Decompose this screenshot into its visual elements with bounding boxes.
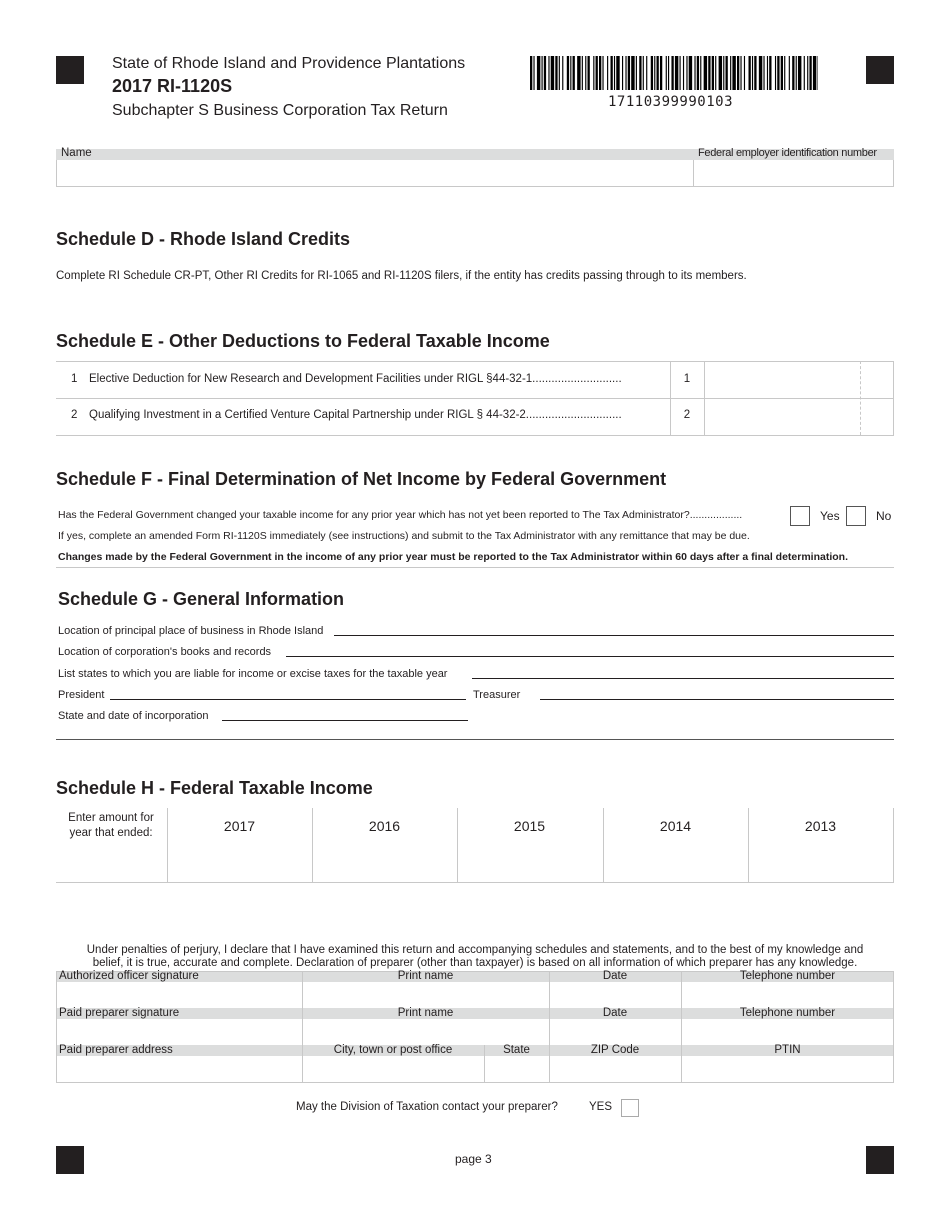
books-location-label: Location of corporation's books and records xyxy=(58,646,272,658)
income-2014-field[interactable] xyxy=(604,840,748,881)
name-field[interactable] xyxy=(56,160,694,187)
states-liable-field[interactable] xyxy=(472,678,894,679)
books-location-field[interactable] xyxy=(286,656,894,657)
line-text: Elective Deduction for New Research and Development Facilities under RIGL §44-32-1............................ xyxy=(89,373,622,385)
schedule-e-divider xyxy=(893,361,894,436)
yes-label: Yes xyxy=(820,509,840,523)
officer-date-field[interactable] xyxy=(550,982,681,1008)
registration-mark-bottom-right xyxy=(866,1146,894,1174)
line-box-number: 2 xyxy=(683,409,691,421)
income-2013-field[interactable] xyxy=(749,840,893,881)
state-label: State xyxy=(503,1044,530,1056)
ptin-label: PTIN xyxy=(774,1044,801,1056)
registration-mark-top-left xyxy=(56,56,84,84)
officer-signature-field[interactable] xyxy=(57,982,302,1008)
president-field[interactable] xyxy=(110,699,466,700)
preparer-address-label: Paid preparer address xyxy=(59,1044,173,1056)
amount-field[interactable] xyxy=(705,362,893,398)
year-2013: 2013 xyxy=(804,818,837,834)
schedule-h-title: Schedule H - Federal Taxable Income xyxy=(56,778,373,798)
preparer-signature-label: Paid preparer signature xyxy=(59,1007,180,1019)
print-name-label: Print name xyxy=(397,1007,454,1019)
principal-location-field[interactable] xyxy=(334,635,894,636)
amount-field[interactable] xyxy=(705,399,893,435)
treasurer-label: Treasurer xyxy=(473,689,521,701)
line-number: 1 xyxy=(71,373,78,385)
preparer-zip-field[interactable] xyxy=(550,1056,681,1082)
president-label: President xyxy=(58,689,105,701)
income-2015-field[interactable] xyxy=(458,840,603,881)
year-ended-label: year that ended: xyxy=(69,827,153,839)
line-text: Qualifying Investment in a Certified Venture Capital Partnership under RIGL § 44-32-2.............................. xyxy=(89,409,622,421)
year-2014: 2014 xyxy=(659,818,692,834)
year-2017: 2017 xyxy=(223,818,256,834)
form-title: 2017 RI-1120S xyxy=(112,76,233,96)
enter-amount-label: Enter amount for xyxy=(68,812,154,824)
form-subtitle: Subchapter S Business Corporation Tax Return xyxy=(112,102,448,119)
incorporation-field[interactable] xyxy=(222,720,468,721)
page-number: page 3 xyxy=(455,1152,492,1166)
schedule-f-title: Schedule F - Final Determination of Net Income by Federal Government xyxy=(56,469,667,489)
preparer-ptin-field[interactable] xyxy=(682,1056,893,1082)
year-column-divider xyxy=(893,808,894,882)
schedule-d-title: Schedule D - Rhode Island Credits xyxy=(56,229,351,249)
year-2016: 2016 xyxy=(368,818,401,834)
year-2015: 2015 xyxy=(513,818,546,834)
perjury-statement-line-1: Under penalties of perjury, I declare that I have examined this return and accompanying schedules and statements, and to the best of my knowledge and xyxy=(86,944,864,956)
fein-field[interactable] xyxy=(693,160,894,187)
registration-mark-bottom-left xyxy=(56,1146,84,1174)
contact-preparer-question: May the Division of Taxation contact your preparer? xyxy=(296,1101,558,1113)
contact-preparer-checkbox[interactable] xyxy=(621,1099,639,1117)
zip-code-label: ZIP Code xyxy=(590,1044,640,1056)
schedule-f-rule xyxy=(56,567,894,568)
officer-telephone-field[interactable] xyxy=(682,982,893,1008)
line-box-number: 1 xyxy=(683,373,691,385)
principal-location-label: Location of principal place of business in Rhode Island xyxy=(58,625,324,637)
contact-yes-label: YES xyxy=(589,1101,613,1113)
preparer-print-name-field[interactable] xyxy=(303,1019,549,1045)
telephone-label: Telephone number xyxy=(739,970,836,982)
barcode xyxy=(530,56,818,90)
no-label: No xyxy=(876,509,892,523)
no-checkbox[interactable] xyxy=(846,506,866,526)
name-label: Name xyxy=(61,147,92,159)
income-2016-field[interactable] xyxy=(313,840,457,881)
states-liable-label: List states to which you are liable for income or excise taxes for the taxable year xyxy=(58,668,448,680)
income-2017-field[interactable] xyxy=(168,840,312,881)
treasurer-field[interactable] xyxy=(540,699,894,700)
date-label: Date xyxy=(602,970,628,982)
schedule-e-title: Schedule E - Other Deductions to Federal Taxable Income xyxy=(56,331,550,351)
federal-change-question: Has the Federal Government changed your taxable income for any prior year which has not yet been reported to The Tax Administrator?.................. xyxy=(58,509,743,521)
city-label: City, town or post office xyxy=(333,1044,453,1056)
perjury-statement-line-2: belief, it is true, accurate and complete. Declaration of preparer (other than taxpayer) is based on all information of which preparer has any knowledge. xyxy=(92,957,858,969)
schedule-g-title: Schedule G - General Information xyxy=(58,589,345,609)
preparer-date-field[interactable] xyxy=(550,1019,681,1045)
officer-print-name-field[interactable] xyxy=(303,982,549,1008)
registration-mark-top-right xyxy=(866,56,894,84)
print-name-label: Print name xyxy=(397,970,454,982)
schedule-f-instruction: If yes, complete an amended Form RI-1120S immediately (see instructions) and submit to the Tax Administrator with any remittance that may be due. xyxy=(58,530,750,542)
schedule-d-text: Complete RI Schedule CR-PT, Other RI Credits for RI-1065 and RI-1120S filers, if the entity has credits passing through to its members. xyxy=(56,270,747,282)
preparer-state-field[interactable] xyxy=(485,1056,549,1082)
preparer-telephone-field[interactable] xyxy=(682,1019,893,1045)
fein-label: Federal employer identification number xyxy=(698,147,877,159)
state-name: State of Rhode Island and Providence Plantations xyxy=(112,55,466,72)
schedule-f-notice: Changes made by the Federal Government in the income of any prior year must be reported to the Tax Administrator within 60 days after a final determination. xyxy=(58,551,849,563)
line-number: 2 xyxy=(71,409,78,421)
preparer-signature-field[interactable] xyxy=(57,1019,302,1045)
yes-checkbox[interactable] xyxy=(790,506,810,526)
schedule-e-bottom-rule xyxy=(56,435,894,436)
preparer-address-field[interactable] xyxy=(57,1056,302,1082)
telephone-label: Telephone number xyxy=(739,1007,836,1019)
schedule-g-rule xyxy=(56,739,894,740)
date-label: Date xyxy=(602,1007,628,1019)
barcode-number: 17110399990103 xyxy=(608,94,734,110)
preparer-city-field[interactable] xyxy=(303,1056,484,1082)
schedule-h-rule xyxy=(56,882,894,883)
officer-signature-label: Authorized officer signature xyxy=(59,970,199,982)
incorporation-label: State and date of incorporation xyxy=(58,710,209,722)
